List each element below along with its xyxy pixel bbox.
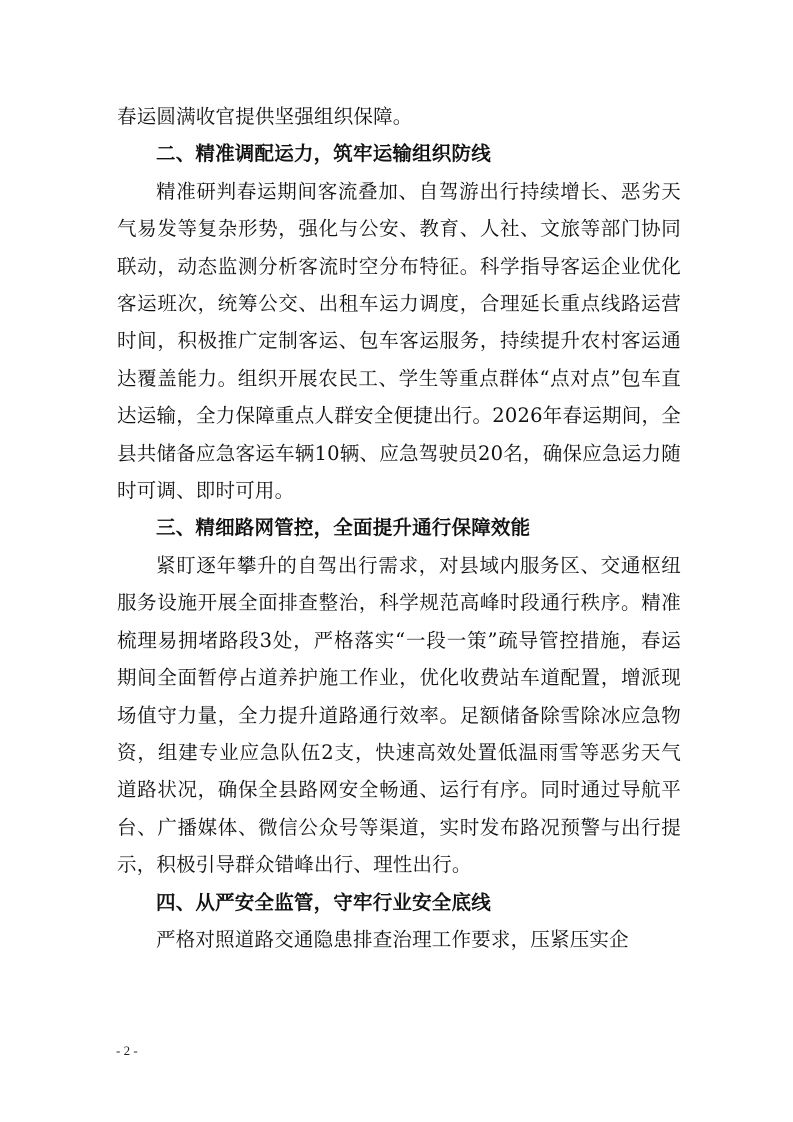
document-body — [117, 98, 681, 958]
page-number: - 2 - — [116, 1043, 138, 1058]
paragraph-section-2: 精准研判春运期间客流叠加、自驾游出行持续增长、恶劣天气易发等复杂形势，强化与公安、教育、人社、文旅等部门协同联动，动态监测分析客流时空分布特征。科学指导客运企业优化客运班次，统筹公交、出租车运力调度，合理延长重点线路运营时间，积极推广定制客运、包车客运服务，持续提升农村客运通达覆盖能力。组织开展农民工、学生等重点群体“点对点”包车直达运输，全力保障重点人群安全便捷出行。2026年春运期间，全县共储备应急客运车辆10辆、应急驾驶员20名，确保应急运力随时可调、即时可用。 — [117, 179, 681, 503]
paragraph-continuation: 春运圆满收官提供坚强组织保障。 — [117, 105, 413, 128]
section-heading-2: 二、精准调配运力，筑牢运输组织防线 — [156, 142, 491, 166]
paragraph-section-3: 紧盯逐年攀升的自驾出行需求，对县域内服务区、交通枢纽服务设施开展全面排查整治，科学规范高峰时段通行秩序。精准梳理易拥堵路段3处，严格落实“一段一策”疏导管控措施，春运期间全面暂停占道养护施工作业，优化收费站车道配置，增派现场值守力量，全力提升道路通行效率。足额储备除雪除冰应急物资，组建专业应急队伍2支，快速高效处置低温雨雪等恶劣天气道路状况，确保全县路网安全畅通、运行有序。同时通过导航平台、广播媒体、微信公众号等渠道，实时发布路况预警与出行提示，积极引导群众错峰出行、理性出行。 — [117, 553, 681, 877]
paragraph-section-4: 严格对照道路交通隐患排查治理工作要求，压紧压实企 — [156, 927, 629, 951]
section-heading-4: 四、从严安全监管，守牢行业安全底线 — [156, 890, 491, 914]
section-heading-3: 三、精细路网管控，全面提升通行保障效能 — [156, 516, 531, 540]
